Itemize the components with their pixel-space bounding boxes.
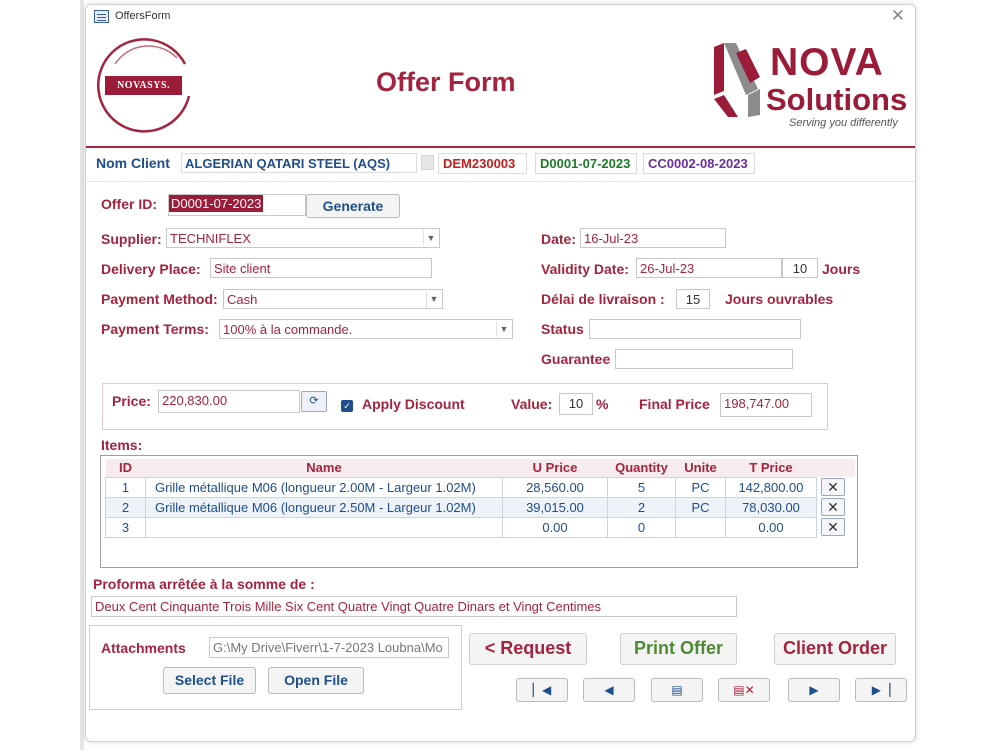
cell-quantity[interactable]: 0 xyxy=(608,517,676,537)
col-tprice-header: T Price xyxy=(726,459,817,477)
final-price-field[interactable]: 198,747.00 xyxy=(720,393,812,417)
col-name-header: Name xyxy=(146,459,503,477)
cell-tprice[interactable]: 142,800.00 xyxy=(726,477,817,497)
payment-terms-label: Payment Terms: xyxy=(101,321,209,337)
col-quantity-header: Quantity xyxy=(608,459,676,477)
final-price-label: Final Price xyxy=(639,396,710,412)
proforma-label: Proforma arrêtée à la somme de : xyxy=(93,576,315,592)
delivery-delay-label: Délai de livraison : xyxy=(541,291,665,307)
validity-date-field[interactable]: 26-Jul-23 xyxy=(636,258,782,278)
cell-id[interactable]: 1 xyxy=(106,477,146,497)
supplier-combo[interactable] xyxy=(166,228,440,248)
validity-date-label: Validity Date: xyxy=(541,261,629,277)
proforma-amount-field[interactable]: Deux Cent Cinquante Trois Mille Six Cent Quatre Vingt Quatre Dinars et Vingt Centimes xyxy=(91,596,737,617)
separator-box xyxy=(421,155,434,170)
next-record-icon[interactable]: ▶ xyxy=(788,678,840,702)
items-header-row xyxy=(106,459,855,477)
cell-name[interactable]: Grille métallique M06 (longueur 2.00M - Largeur 1.02M) xyxy=(146,477,503,497)
col-unite-header: Unite xyxy=(676,459,726,477)
apply-discount-label: Apply Discount xyxy=(362,396,465,412)
guarantee-label: Guarantee xyxy=(541,351,611,367)
payment-method-combo[interactable] xyxy=(223,289,443,309)
table-row[interactable] xyxy=(106,477,855,497)
title-bar xyxy=(86,5,915,29)
delivery-place-label: Delivery Place: xyxy=(101,261,201,277)
cell-id[interactable]: 3 xyxy=(106,517,146,537)
cell-uprice[interactable]: 28,560.00 xyxy=(503,477,608,497)
cell-unite[interactable]: PC xyxy=(676,497,726,517)
date-label: Date: xyxy=(541,231,577,247)
cell-unite[interactable] xyxy=(676,517,726,537)
status-label: Status xyxy=(541,321,584,337)
table-row[interactable] xyxy=(106,497,855,517)
payment-terms-value: 100% à la commande. xyxy=(223,322,353,337)
payment-terms-combo[interactable] xyxy=(219,319,513,339)
delete-row-icon[interactable]: ✕ xyxy=(821,478,845,496)
select-file-button[interactable]: Select File xyxy=(163,667,256,694)
background-left xyxy=(0,0,82,750)
delivery-delay-field[interactable]: 15 xyxy=(676,289,710,309)
cell-name[interactable]: Grille métallique M06 (longueur 2.50M - Largeur 1.02M) xyxy=(146,497,503,517)
price-label: Price: xyxy=(112,393,151,409)
percent-sign: % xyxy=(596,396,609,412)
supplier-label: Supplier: xyxy=(101,231,162,247)
offer-ref-field[interactable]: D0001-07-2023 xyxy=(535,153,637,174)
offers-form-window xyxy=(85,4,916,742)
status-field[interactable] xyxy=(589,319,801,339)
order-ref-field[interactable]: CC0002-08-2023 xyxy=(643,153,755,174)
cell-tprice[interactable]: 0.00 xyxy=(726,517,817,537)
col-id-header: ID xyxy=(106,459,146,477)
form-icon xyxy=(94,10,109,23)
price-field[interactable]: 220,830.00 xyxy=(158,390,300,413)
brand-tagline: Serving you differently xyxy=(789,117,898,129)
previous-record-icon[interactable]: ◀ xyxy=(583,678,635,702)
chevron-down-icon[interactable]: ▼ xyxy=(426,291,441,307)
supplier-value: TECHNIFLEX xyxy=(170,231,251,246)
novasys-logo: NOVASYS. xyxy=(105,76,182,95)
client-bar-divider xyxy=(86,181,915,182)
close-icon[interactable]: ✕ xyxy=(890,6,905,25)
page-title: Offer Form xyxy=(376,67,516,97)
window-title: OffersForm xyxy=(115,10,171,22)
validity-days-field[interactable]: 10 xyxy=(782,258,818,278)
offer-id-value: D0001-07-2023 xyxy=(171,196,262,211)
table-row[interactable] xyxy=(106,517,855,537)
client-label: Nom Client xyxy=(96,155,170,171)
payment-method-value: Cash xyxy=(227,292,258,307)
cell-quantity[interactable]: 2 xyxy=(608,497,676,517)
payment-method-label: Payment Method: xyxy=(101,291,218,307)
dem-ref-field[interactable]: DEM230003 xyxy=(438,153,527,174)
delete-record-icon[interactable]: ▤✕ xyxy=(718,678,770,702)
open-file-button[interactable]: Open File xyxy=(268,667,364,694)
cell-id[interactable]: 2 xyxy=(106,497,146,517)
chevron-down-icon[interactable]: ▼ xyxy=(423,230,438,246)
delivery-place-field[interactable]: Site client xyxy=(210,258,432,278)
delete-row-icon[interactable]: ✕ xyxy=(821,518,845,536)
background-strip xyxy=(80,0,84,750)
items-label: Items: xyxy=(101,437,143,453)
first-record-icon[interactable]: ▏◀ xyxy=(516,678,568,702)
attachments-label: Attachments xyxy=(101,640,186,656)
offer-id-label: Offer ID: xyxy=(101,196,157,212)
attachment-path-field[interactable]: G:\My Drive\Fiverr\1-7-2023 Loubna\Mo xyxy=(209,637,449,658)
header-divider xyxy=(86,146,915,148)
guarantee-field[interactable] xyxy=(615,349,793,369)
offer-id-field[interactable] xyxy=(168,194,306,216)
chevron-down-icon[interactable]: ▼ xyxy=(496,321,511,337)
col-actions-header xyxy=(817,459,855,477)
client-name-field[interactable]: ALGERIAN QATARI STEEL (AQS) xyxy=(181,153,417,173)
client-order-button[interactable]: Client Order xyxy=(774,633,896,665)
brand-name: NOVA xyxy=(770,41,884,84)
discount-value-field[interactable]: 10 xyxy=(559,393,593,415)
nova-logo-mark xyxy=(714,43,762,117)
delete-row-icon[interactable]: ✕ xyxy=(821,498,845,516)
discount-value-label: Value: xyxy=(511,396,553,412)
cell-unite[interactable]: PC xyxy=(676,477,726,497)
cell-tprice[interactable]: 78,030.00 xyxy=(726,497,817,517)
refresh-price-icon[interactable]: ⟳ xyxy=(301,391,327,412)
apply-discount-checkbox[interactable]: ✓ xyxy=(341,400,353,412)
request-button[interactable]: < Request xyxy=(469,633,587,665)
date-field[interactable]: 16-Jul-23 xyxy=(580,228,726,248)
generate-button[interactable]: Generate xyxy=(306,194,400,218)
items-table xyxy=(105,459,855,538)
brand-subtitle: Solutions xyxy=(766,82,908,117)
col-uprice-header: U Price xyxy=(503,459,608,477)
cell-name[interactable] xyxy=(146,517,503,537)
print-offer-button[interactable]: Print Offer xyxy=(620,633,737,665)
cell-uprice[interactable]: 0.00 xyxy=(503,517,608,537)
delivery-delay-unit: Jours ouvrables xyxy=(725,291,834,307)
new-record-icon[interactable]: ▤ xyxy=(651,678,703,702)
last-record-icon[interactable]: ▶▕ xyxy=(855,678,907,702)
items-subform xyxy=(100,455,858,568)
validity-days-unit: Jours xyxy=(822,261,861,277)
cell-quantity[interactable]: 5 xyxy=(608,477,676,497)
cell-uprice[interactable]: 39,015.00 xyxy=(503,497,608,517)
